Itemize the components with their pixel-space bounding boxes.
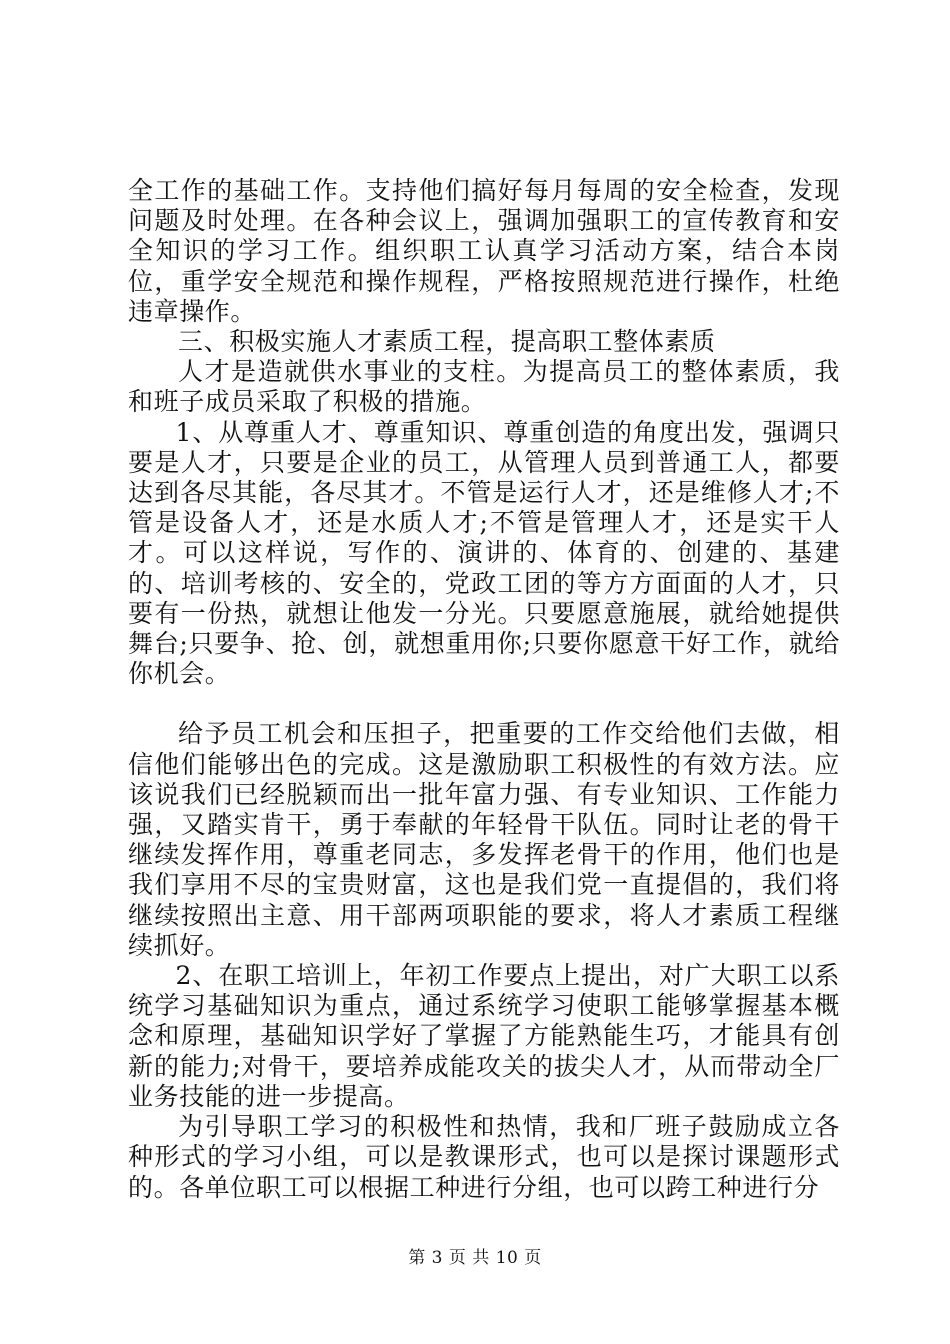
paragraph-study-groups: 为引导职工学习的积极性和热情，我和厂班子鼓励成立各种形式的学习小组，可以是教课形式，也可以是探讨课题形式的。各单位职工可以根据工种进行分组，也可以跨工种进行分	[128, 1112, 840, 1202]
paragraph-point-1: 1、从尊重人才、尊重知识、尊重创造的角度出发，强调只要是人才，只要是企业的员工，从管理人员到普通工人，都要达到各尽其能，各尽其才。不管是运行人才，还是维修人才;不管是设备人才，还是水质人才;不管是管理人才，还是实干人才。可以这样说，写作的、演讲的、体育的、创建的、基建的、培训考核的、安全的，党政工团的等方方面面的人才，只要有一份热，就想让他发一分光。只要愿意施展，就给她提供舞台;只要争、抢、创，就想重用你;只要你愿意干好工作，就给你机会。	[128, 417, 840, 689]
paragraph-safety-work: 全工作的基础工作。支持他们搞好每月每周的安全检查，发现问题及时处理。在各种会议上，强调加强职工的宣传教育和安全知识的学习工作。组织职工认真学习活动方案，结合本岗位，重学安全规范和操作规程，严格按照规范进行操作，杜绝违章操作。	[128, 176, 840, 326]
section-heading-talent: 三、积极实施人才素质工程，提高职工整体素质	[178, 327, 716, 357]
page-footer: 第 3 页 共 10 页	[408, 1248, 542, 1268]
document-body	[128, 176, 840, 1203]
paragraph-point-2: 2、在职工培训上，年初工作要点上提出，对广大职工以系统学习基础知识为重点，通过系统学习使职工能够掌握基本概念和原理，基础知识学好了掌握了方能熟能生巧，才能具有创新的能力;对骨干，要培养成能攻关的拔尖人才，从而带动全厂业务技能的进一步提高。	[128, 961, 840, 1111]
paragraph-give-opportunity: 给予员工机会和压担子，把重要的工作交给他们去做，相信他们能够出色的完成。这是激励职工积极性的有效方法。应该说我们已经脱颖而出一批年富力强、有专业知识、工作能力强，又踏实肯干，勇于奉献的年轻骨干队伍。同时让老的骨干继续发挥作用，尊重老同志，多发挥老骨干的作用，他们也是我们享用不尽的宝贵财富，这也是我们党一直提倡的，我们将继续按照出主意、用干部两项职能的要求，将人才素质工程继续抓好。	[128, 719, 840, 960]
paragraph-spacer	[128, 689, 840, 719]
paragraph-talent-pillar: 人才是造就供水事业的支柱。为提高员工的整体素质，我和班子成员采取了积极的措施。	[128, 357, 840, 417]
